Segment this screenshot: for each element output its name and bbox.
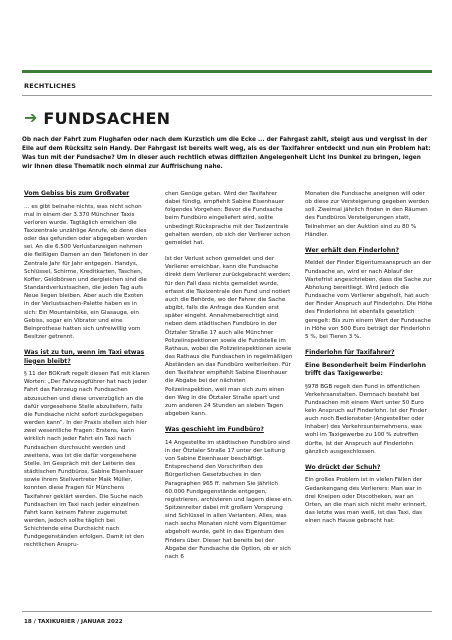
divider [22, 95, 432, 96]
section-label: RECHTLICHES [24, 82, 77, 90]
top-accent-bar [22, 70, 432, 73]
arrow-right-icon: ➔ [24, 108, 38, 127]
article-column-1 [24, 190, 150, 558]
paragraph: Ein großes Problem ist in vielen Fällen der Gedankengang des Verlierers: Man war in drei Kneipen oder Discotheken, war an Orten, an die man sich nicht mehr erinnert, das letzte was man weiß, ist das Taxi, das einen nach Hause gebracht hat: [305, 477, 427, 525]
article-title: FUNDSACHEN [43, 108, 171, 128]
subheading: Was ist zu tun, wenn im Taxi etwas liegen bleibt? [24, 349, 145, 365]
page-footer: 18 / TAXIKURIER / JANUAR 2022 [24, 619, 123, 625]
article-column-2 [165, 190, 293, 569]
paragraph: § 11 der BOKraft regelt diesen Fall mit klaren Worten: „Der Fahrzeugführer hat nach jeder Fahrt das Fahrzeug nach Fundsachen abzusuchen und diese unverzüglich an die dafür vorgesehene Stelle abzuliefern, falls die Fundsache nicht sofort zurückgegeben werden kann“. In der Praxis stellen sich hier zwei wesentliche Fragen: Erstens, kann wirklich nach jeder Fahrt ein Taxi nach Fundsachen durchsucht werden und zweitens, was ist die dafür vorgesehene Stelle. Im Gespräch mit der Leiterin des städtischen Fundbüros, Sabine Eisenhauer sowie ihrem Stellvertreter Maik Müller, konnten diese Fragen für Münchens Taxifahrer geklärt werden. Die Suche nach Fundsachen im Taxi nach jeder einzelnen Fahrt kann keinem Fahrer zugemutet werden, jedoch sollte täglich bei Schichtende eine Durchsicht nach Fundgegenständen erfolgen. Damit ist den rechtlichen Anspru- [24, 371, 150, 549]
subheading: Was geschieht im Fundbüro? [165, 426, 264, 434]
subheading: Vom Gebiss bis zum Großvater [24, 190, 130, 197]
paragraph: chen Genüge getan. Wird der Taxifahrer dabei fündig, empfiehlt Sabine Eisenhauer folgendes Vorgehen: Bevor die Fundsache beim Fundbüro eingeliefert wird, sollte unbedingt Rücksprache mit der Taxizentrale gehalten werden, ob sich der Verlierer schon gemeldet hat. [165, 191, 291, 246]
subheading: Finderlohn für Taxifahrer? [305, 349, 395, 356]
paragraph: Ist der Verlust schon gemeldet und der Verlierer erreichbar, kann die Fundsache direkt dem Verlierer zurückgebracht werden; für den Fall dass nichts gemeldet wurde, erfasst die Taxizentrale den Fund und notiert auch die Behörde, wo der Fahrer die Sache abgibt, falls die Anfrage des Kunden erst später eingeht. Annahmeberechtigt sind neben dem städtischen Fundbüro in der Ötztaler Straße 17 auch alle Münchner Polizeiinspektionen sowie die Fundstelle im Rathaus, wobei die Polizeiinspektionen sowie das Rathaus die Fundsachen in regelmäßigen Abständen an das Fundbüro weiterleiten. Für den Taxifahrer empfiehlt Sabine Eisenhauer die Abgabe bei der nächsten Polizeiinspektion, weil man sich zum einen den Weg in die Ötztaler Straße spart und zum anderen 24 Stunden an sieben Tagen abgeben kann. [165, 256, 293, 418]
article-title-row [24, 107, 170, 129]
article-lead: Ob nach der Fahrt zum Flughafen oder nach dem Kurzstich um die Ecke ... der Fahrgast zahlt, steigt aus und vergisst in der Eile auf dem Rücksitz sein Handy. Der Fahrgast ist bereits weit weg, als es der Taxifahrer entdeckt und nun ein Problem hat: Was tun mit der Fundsache? Um in dieser auch rechtlich etwas diffizilen Angelegenheit Licht ins Dunkel zu bringen, legen wir Ihnen diese Thematik noch einmal zur Auffrischung nahe. [22, 137, 431, 170]
subheading: Wer erhält den Finderlohn? [305, 246, 400, 254]
paragraph: Monaten die Fundsache aneignen will oder ob diese zur Versteigerung gegeben werden soll. Zweimal jährlich finden in den Räumen des Fundbüros Versteigerungen statt, Teilnehmer an der Auktion sind zu 80 % Händler. [305, 191, 429, 238]
paragraph: Meldet der Finder Eigentumsanspruch an der Fundsache an, wird er nach Ablauf der Wartefrist angeschrieben, dass die Sache zur Abholung bereitliegt. Wird jedoch die Fundsache vom Verlierer abgeholt, hat auch der Finder Anspruch auf Finderlohn. Die Höhe des Finderlohns ist ebenfalls gesetzlich geregelt: Bis zum einem Wert der Fundsache in Höhe von 500 Euro beträgt der Finderlohn 5 %, bei Tieren 3 %. [305, 260, 433, 340]
subheading: Wo drückt der Schuh? [305, 463, 381, 471]
paragraph: … es gibt beinahe nichts, was nicht schon mal in einem der 3.370 Münchner Taxis verloren wurde. Tagtäglich erreichen die Taxizentrale unzählige Anrufe, ob denn dies oder das gefunden oder abgegeben worden sei. An die 6.500 Verlustanzeigen nehmen die fleißigen Damen an den Telefonen in der Zentrale Jahr für Jahr entgegen. Handys, Schlüssel, Schirme, Kreditkarten, Taschen, Koffer, Geldbörsen und dergleichen sind die Standardverlustsachen, die jeden Tag aufs Neue liegen bleiben. Aber auch die Exoten in der Verlustsachen-Palette haben es in sich: Ein Mountainbike, ein Glasauge, ein Gebiss, sogar ein Vibrator und eine Beinprothese hatten sich unfreiwillig vom Besitzer getrennt. [24, 203, 149, 340]
paragraph: 14 Angestellte im städtischen Fundbüro sind in der Ötztaler Straße 17 unter der Leitung von Sabine Eisenhauer beschäftigt. Entsprechend den Vorschriften des Bürgerlichen Gesetzbuches in den Paragraphen 965 ff. nehmen Sie jährlich 60.000 Fundgegenstände entgegen, registrieren, archivieren und lagern diese ein. Spitzenreiter dabei mit großem Vorsprung sind Schlüssel in allen Varianten. Alles, was nach sechs Monaten nicht vom Eigentümer abgeholt wurde, geht in das Eigentum des Finders über. Dieser hat bereits bei der Abgabe der Fundsache die Option, ob er sich nach 6 [165, 439, 293, 560]
footer-divider [22, 611, 432, 612]
article-column-3 [305, 190, 433, 533]
paragraph: §978 BGB regelt den Fund in öffentlichen Verkehrsanstalten. Demnach besteht bei Fundsachen mit einem Wert unter 50 Euro kein Anspruch auf Finderlohn. Ist der Finder auch noch Bediensteter (Angestellter oder Inhaber) des Verkehrsunternehmens, was wohl im Taxigewerbe zu 100 % zutreffen dürfte, ist der Anspruch auf Finderlohn gänzlich ausgeschlossen. [305, 383, 427, 455]
subheading: Eine Besonderheit beim Finderlohn trifft das Taxigewerbe: [305, 361, 426, 377]
